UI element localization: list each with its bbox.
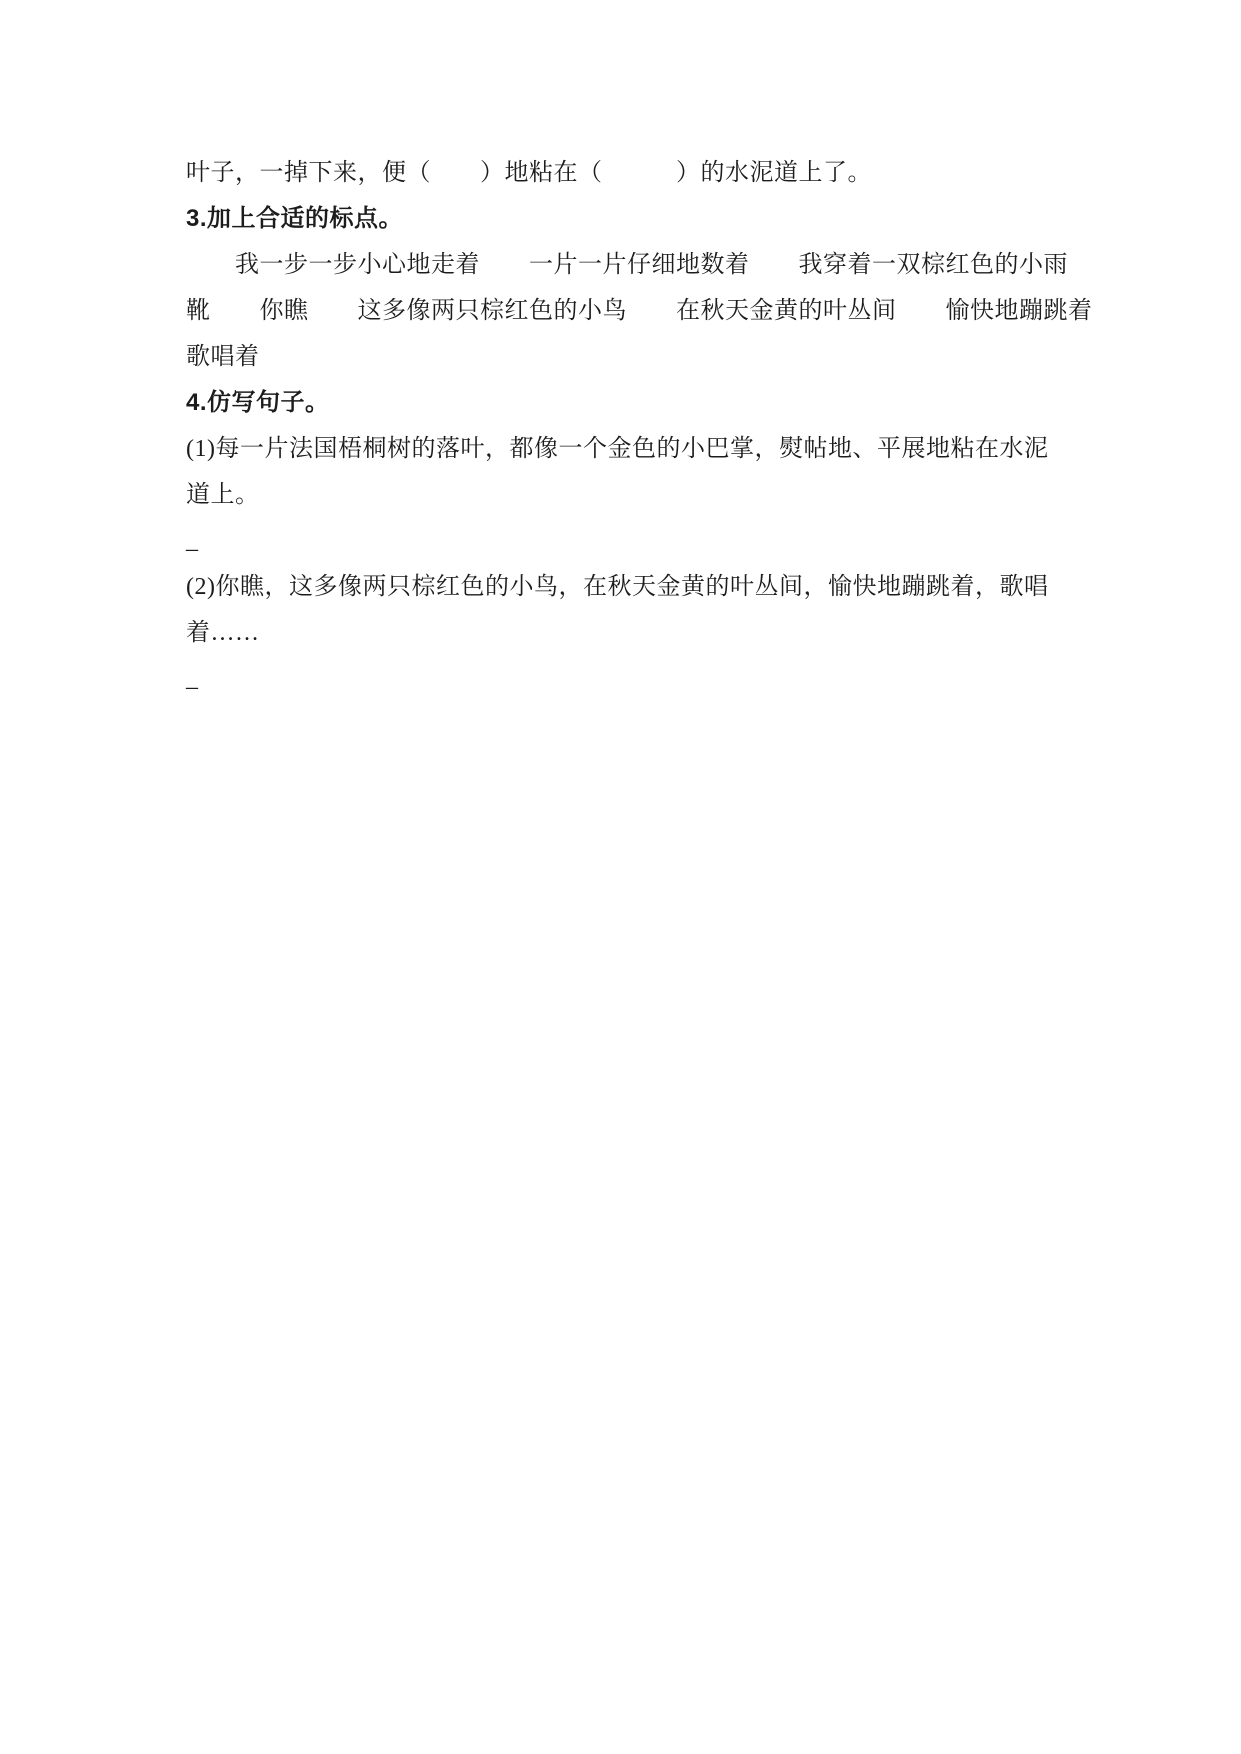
section-3-sentence-line-3: 歌唱着 bbox=[186, 344, 260, 370]
worksheet-content bbox=[186, 150, 1186, 702]
section-3-heading: 3.加上合适的标点。 bbox=[186, 205, 404, 232]
section-4-item-1-line-2: 道上。 bbox=[186, 482, 260, 508]
section-3-sentence-line-1: 我一步一步小心地走着 一片一片仔细地数着 我穿着一双棕红色的小雨 bbox=[186, 252, 1068, 278]
section-4-item-1-line-1: (1)每一片法国梧桐树的落叶，都像一个金色的小巴掌，熨帖地、平展地粘在水泥 bbox=[186, 436, 1049, 462]
answer-blank-line-2: _ bbox=[186, 666, 199, 692]
section-4-item-2-line-2: 着…… bbox=[186, 620, 260, 646]
section-4-item-2-line-1: (2)你瞧，这多像两只棕红色的小鸟，在秋天金黄的叶丛间，愉快地蹦跳着，歌唱 bbox=[186, 574, 1049, 600]
section-4-heading: 4.仿写句子。 bbox=[186, 389, 330, 416]
paragraph-continuation-line: 叶子，一掉下来，便（ ）地粘在（ ）的水泥道上了。 bbox=[186, 160, 872, 186]
answer-blank-line-1: _ bbox=[186, 528, 199, 554]
section-3-sentence-line-2: 靴 你瞧 这多像两只棕红色的小鸟 在秋天金黄的叶丛间 愉快地蹦跳着 bbox=[186, 298, 1093, 324]
